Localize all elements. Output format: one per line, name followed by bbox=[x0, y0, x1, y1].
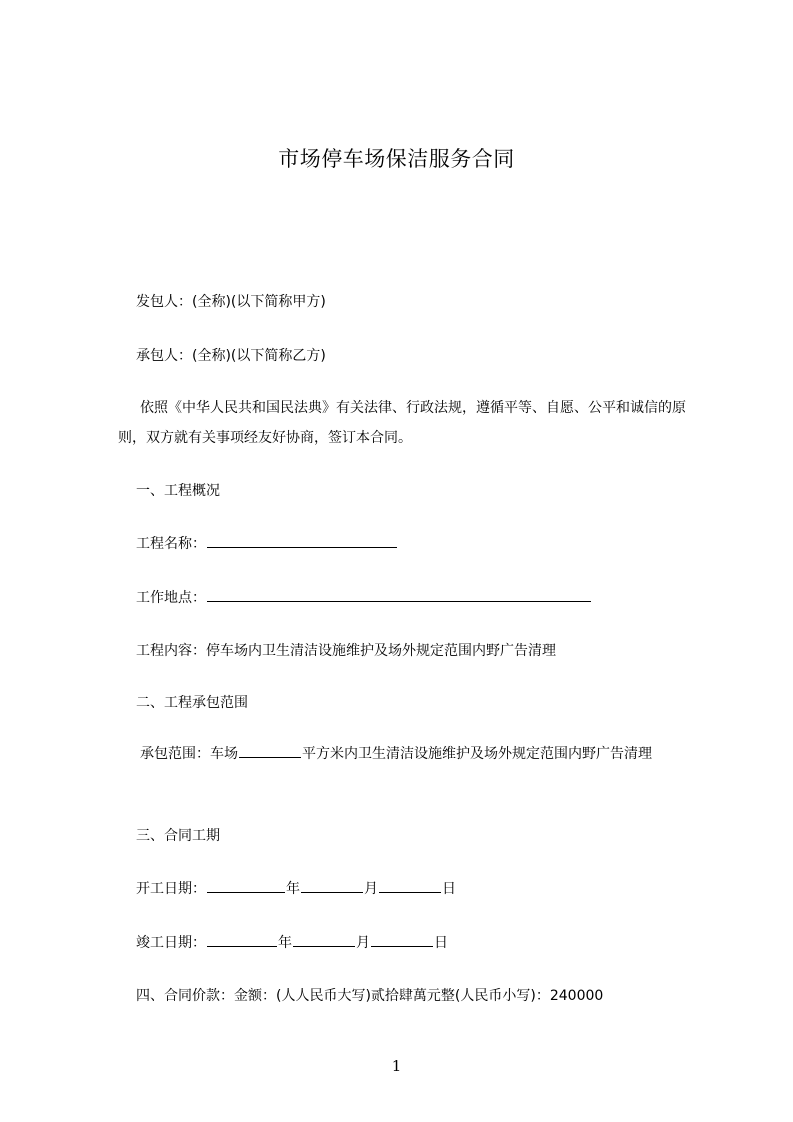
document-title: 市场停车场保洁服务合同 bbox=[278, 147, 515, 171]
end-day-blank bbox=[371, 932, 433, 947]
start-day-blank bbox=[379, 878, 441, 893]
contract-price-line: 四、合同价款：金额：(人人民币大写)贰拾肆萬元整(人民币小写)：240000 bbox=[136, 988, 604, 1004]
scope-area-blank bbox=[239, 743, 301, 758]
project-name-label: 工程名称： bbox=[136, 536, 206, 552]
end-day-unit: 日 bbox=[434, 935, 448, 951]
end-date-label: 竣工日期： bbox=[136, 935, 206, 951]
start-date-line bbox=[136, 878, 456, 898]
start-year-blank bbox=[207, 878, 285, 893]
start-date-label: 开工日期： bbox=[136, 881, 206, 897]
start-month-unit: 月 bbox=[364, 881, 378, 897]
section3-heading: 三、合同工期 bbox=[136, 828, 220, 844]
page-number: 1 bbox=[391, 1057, 402, 1075]
end-year-blank bbox=[207, 932, 277, 947]
end-year-unit: 年 bbox=[278, 935, 292, 951]
end-month-blank bbox=[293, 932, 355, 947]
project-name-blank bbox=[207, 533, 397, 548]
project-name-line bbox=[136, 533, 398, 553]
start-day-unit: 日 bbox=[442, 881, 456, 897]
employer-line: 发包人：(全称)(以下简称甲方) bbox=[136, 294, 326, 310]
end-month-unit: 月 bbox=[356, 935, 370, 951]
work-location-line bbox=[136, 587, 592, 607]
project-content-line: 工程内容：停车场内卫生清洁设施维护及场外规定范围内野广告清理 bbox=[136, 643, 556, 659]
section1-heading: 一、工程概况 bbox=[136, 483, 220, 499]
start-year-unit: 年 bbox=[286, 881, 300, 897]
scope-prefix: 承包范围：车场 bbox=[140, 746, 238, 762]
work-location-blank bbox=[207, 587, 591, 602]
section2-heading: 二、工程承包范围 bbox=[136, 695, 248, 711]
work-location-label: 工作地点： bbox=[136, 590, 206, 606]
start-month-blank bbox=[301, 878, 363, 893]
scope-paragraph bbox=[118, 739, 706, 769]
end-date-line bbox=[136, 932, 448, 952]
scope-suffix: 平方米内卫生清洁设施维护及场外规定范围内野广告清理 bbox=[302, 746, 652, 762]
contractor-line: 承包人：(全称)(以下简称乙方) bbox=[136, 348, 326, 364]
preamble-paragraph: 依照《中华人民共和国民法典》有关法律、行政法规，遵循平等、自愿、公平和诚信的原则，双方就有关事项经友好协商，签订本合同。 bbox=[118, 400, 686, 446]
